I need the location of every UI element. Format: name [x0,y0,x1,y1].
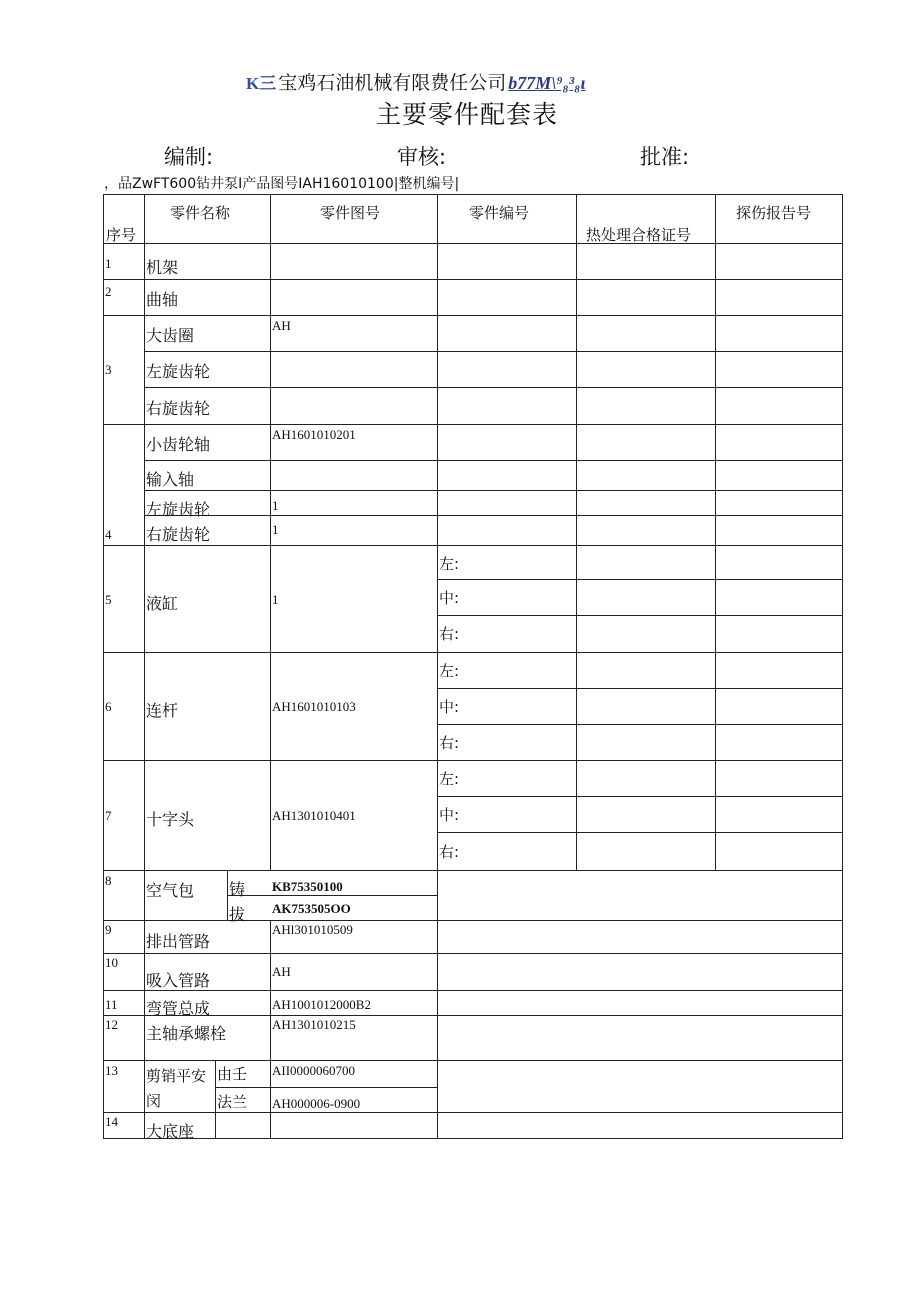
row-part-name: 剪销平安 [146,1067,207,1085]
col-header-part-no: 零件编号 [469,204,530,222]
row-part-name: 吸入管路 [146,971,211,990]
position-middle-label: 中: [439,589,460,607]
row-line [103,1060,843,1061]
row-part-name: 曲轴 [146,290,179,309]
table-border-top [103,194,843,195]
row-line [144,490,843,491]
page-title: 主要零件配套表 [376,100,559,129]
row-drawing-no: AH1301010215 [272,1017,356,1032]
row-line [103,279,843,280]
row-seq: 2 [105,284,112,299]
company-logo: K三 [246,74,277,93]
row-line [437,724,843,725]
row-part-name: 左旋齿轮 [146,500,211,519]
row-drawing-no: 1 [272,592,279,607]
sub-part-label: 铸 [229,880,246,899]
position-right-label: 右: [439,843,460,861]
row-line [437,615,843,616]
row-part-name: 连杆 [146,701,179,720]
position-right-label: 右: [439,734,460,752]
row-line [144,387,843,388]
row-line [103,652,843,653]
row-part-name: 十字头 [146,810,195,829]
row-line [103,990,843,991]
row-seq: 10 [105,955,118,970]
row-part-name: 大底座 [146,1122,195,1141]
row-seq: 1 [105,256,112,271]
approved-by-label: 批准: [640,145,690,169]
col-line [715,194,716,870]
row-line [103,870,843,871]
col-line [270,194,271,870]
row-drawing-no: AHl301010509 [272,922,353,937]
row-line [103,953,843,954]
row-part-name: 左旋齿轮 [146,362,211,381]
row-drawing-no: 1 [272,522,279,537]
row-line [144,460,843,461]
table-border-left [103,194,104,1138]
position-right-label: 右: [439,625,460,643]
company-name: 宝鸡石油机械有限费任公司 [278,72,507,94]
row-part-name: 弯管总成 [146,999,211,1018]
sub-part-drawing-no: AII0000060700 [272,1063,356,1078]
row-seq: 14 [105,1114,118,1129]
row-part-name-cont: 闵 [146,1092,162,1110]
col-header-flaw-report: 探伤报告号 [736,204,812,222]
row-line [437,832,843,833]
col-line [576,194,577,870]
col-line [437,194,438,1138]
row-part-name: 机架 [146,258,179,277]
row-line [103,424,843,425]
row-seq: 11 [105,997,118,1012]
sub-part-label: 由壬 [217,1065,248,1083]
sub-part-drawing-no: AH000006-0900 [272,1096,361,1111]
row-seq: 8 [105,873,112,888]
sub-part-label: 法兰 [217,1093,248,1111]
row-line [103,760,843,761]
row-line [144,515,843,516]
row-line [103,1112,843,1113]
col-header-drawing-no: 零件图号 [320,204,381,222]
row-drawing-no: AH [272,964,291,979]
position-left-label: 左: [439,555,460,573]
row-line [227,895,437,896]
row-line [437,796,843,797]
sub-part-drawing-no: KB75350100 [272,879,343,894]
row-drawing-no: AH1601010103 [272,699,356,714]
col-line [144,194,145,1138]
row-part-name: 右旋齿轮 [146,525,211,544]
company-code: b77M\⁹₈³₈ι [508,73,586,93]
row-line [103,1015,843,1016]
row-drawing-no: 1 [272,498,279,513]
row-line [103,315,843,316]
col-line [215,1060,216,1138]
row-part-name: 空气包 [146,881,195,900]
row-seq: 7 [105,808,112,823]
row-seq: 5 [105,592,112,607]
sub-part-drawing-no: AK753505OO [272,901,351,916]
row-part-name: 液缸 [146,594,179,613]
row-seq: 12 [105,1017,118,1032]
position-middle-label: 中: [439,698,460,716]
row-part-name: 排出管路 [146,932,211,951]
position-left-label: 左: [439,662,460,680]
row-line [103,545,843,546]
reviewed-by-label: 审核: [397,145,447,169]
row-part-name: 主轴承螺栓 [146,1024,227,1043]
col-header-seq: 序号 [106,226,137,244]
row-seq: 3 [105,362,112,377]
table-border-bottom [103,1138,843,1139]
row-part-name: 右旋齿轮 [146,399,211,418]
prepared-by-label: 编制: [164,145,214,169]
col-header-part-name: 零件名称 [170,204,231,222]
row-line [103,920,843,921]
row-seq: 6 [105,699,112,714]
row-seq: 4 [105,527,112,542]
table-border-right [842,194,843,1138]
row-line [437,688,843,689]
position-left-label: 左: [439,770,460,788]
col-header-heat-cert: 热处理合格证号 [586,226,692,244]
row-drawing-no: AH1601010201 [272,427,356,442]
row-part-name: 小齿轮轴 [146,435,211,454]
row-drawing-no: AH1301010401 [272,808,356,823]
row-part-name: 大齿圈 [146,326,195,345]
row-seq: 9 [105,922,112,937]
row-line [144,351,843,352]
position-middle-label: 中: [439,806,460,824]
row-line [215,1087,437,1088]
row-seq: 13 [105,1063,118,1078]
row-drawing-no: AH [272,318,291,333]
row-line [437,579,843,580]
row-line [103,243,843,244]
company-header [246,68,585,95]
product-info-line: ，品ZwFT600钻井泵I产品图号IAH16010100|整机编号| [104,176,460,192]
row-part-name: 输入轴 [146,470,195,489]
sub-part-label: 拔 [229,905,246,924]
row-drawing-no: AH1001012000B2 [272,997,371,1012]
